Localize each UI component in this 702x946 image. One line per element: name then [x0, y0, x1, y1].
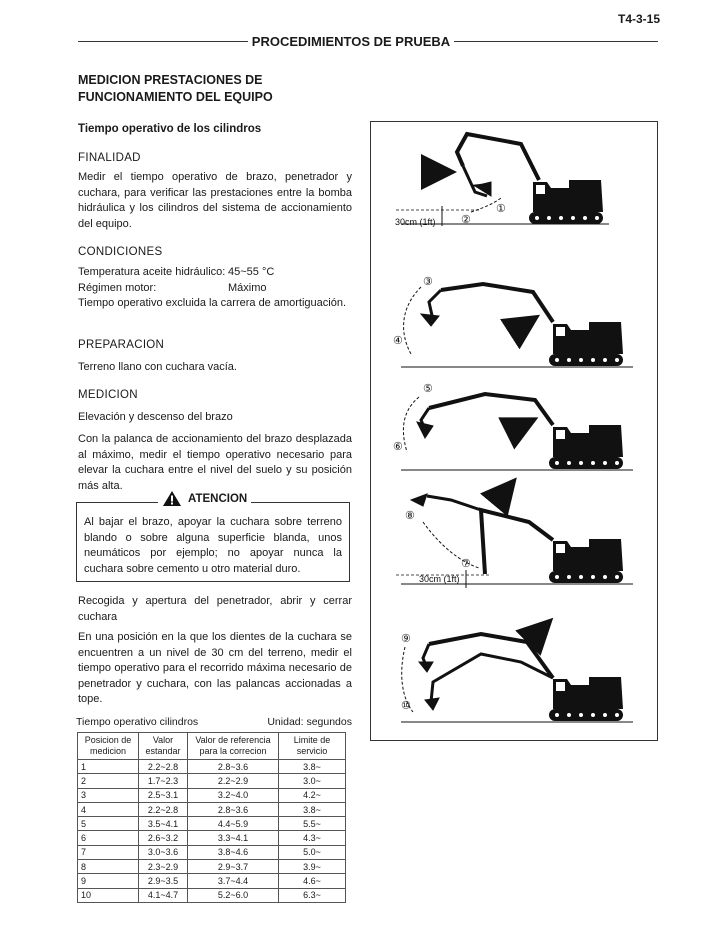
marker-2: ② [461, 214, 471, 226]
condition-label: Temperatura aceite hidráulico: [78, 266, 226, 278]
medicion-step2-text: En una posición en la que los dientes de la cuchara se encuentren a un nivel de 30 cm del terreno, medir el tiempo operativo para el recorrido máxima necesario de penetrador y cuchara, con las palancas accionadas a tope. [78, 631, 352, 705]
cell-standard: 2.3~2.9 [139, 860, 188, 874]
condition-label: Régimen motor: [78, 281, 157, 294]
cell-reference: 5.2~6.0 [188, 888, 279, 902]
table-row [78, 817, 346, 831]
cell-reference: 3.2~4.0 [188, 788, 279, 802]
cell-limit: 5.0~ [279, 845, 346, 859]
page-code: T4-3-15 [618, 12, 661, 26]
preparacion-heading: PREPARACION [78, 339, 165, 351]
excavator-view-3 [393, 383, 633, 470]
excavator-view-1 [395, 134, 609, 227]
cell-reference: 3.8~4.6 [188, 845, 279, 859]
table-row [78, 845, 346, 859]
table-header-row [78, 733, 346, 760]
cell-standard: 3.0~3.6 [139, 845, 188, 859]
excavator-view-2 [393, 276, 633, 367]
medicion-step1-text: Con la palanca de accionamiento del brazo desplazada al máximo, medir el tiempo operativo necesario para elevar la cuchara entre el nivel del suelo y su posición más alta. [78, 433, 352, 492]
table-row [78, 831, 346, 845]
cell-reference: 3.3~4.1 [188, 831, 279, 845]
cell-position: 8 [78, 860, 139, 874]
finalidad-text: Medir el tiempo operativo de brazo, penetrador y cuchara, para verificar las prestaciones entre la bomba hidráulica y los cilindros del sistema de accionamiento del equipo. [78, 171, 352, 230]
warning-title: ATENCION [188, 492, 248, 505]
marker-3: ③ [423, 276, 433, 288]
marker-1: ① [496, 203, 506, 215]
cell-limit: 3.0~ [279, 774, 346, 788]
section-subtitle: Tiempo operativo de los cilindros [78, 123, 262, 135]
warning-text: Al bajar el brazo, apoyar la cuchara sobre terreno blando o sobre alguna superficie blanda, unos neumáticos por ejemplo; no apoyar nunca la cuchara sobre cemento u otro material duro. [84, 516, 342, 575]
col-header-position: Posicion de medicion [78, 733, 139, 760]
cell-position: 10 [78, 888, 139, 902]
excavator-view-5 [401, 622, 633, 722]
col-header-reference: Valor de referencia para la correcion [188, 733, 279, 760]
cell-standard: 2.5~3.1 [139, 788, 188, 802]
warning-triangle-icon [162, 490, 182, 507]
condition-value: Máximo [228, 281, 267, 294]
marker-7: ⑦ [461, 558, 471, 570]
main-title: MEDICION PRESTACIONES DE FUNCIONAMIENTO DEL EQUIPO [78, 73, 273, 104]
cell-limit: 5.5~ [279, 817, 346, 831]
cell-standard: 2.6~3.2 [139, 831, 188, 845]
cell-standard: 2.2~2.8 [139, 760, 188, 774]
cell-position: 5 [78, 817, 139, 831]
table-unit: Unidad: segundos [267, 716, 352, 728]
cell-limit: 4.2~ [279, 788, 346, 802]
marker-10: ⑩ [401, 700, 411, 712]
cell-limit: 6.3~ [279, 888, 346, 902]
condition-row [78, 265, 352, 281]
cell-position: 1 [78, 760, 139, 774]
marker-6: ⑥ [393, 441, 403, 453]
cell-position: 3 [78, 788, 139, 802]
cell-standard: 3.5~4.1 [139, 817, 188, 831]
preparacion-text: Terreno llano con cuchara vacía. [78, 361, 237, 373]
marker-5: ⑤ [423, 383, 433, 395]
col-header-standard: Valor estandar [139, 733, 188, 760]
cell-limit: 4.6~ [279, 874, 346, 888]
table-caption-row [76, 716, 352, 728]
cell-reference: 2.8~3.6 [188, 760, 279, 774]
cell-position: 2 [78, 774, 139, 788]
medicion-step1-title: Elevación y descenso del brazo [78, 411, 233, 423]
condition-row [78, 281, 352, 297]
condiciones-block [78, 265, 352, 312]
cell-position: 4 [78, 802, 139, 816]
height-label-bottom: 30cm (1ft) [419, 574, 460, 584]
condition-value: 45~55 °C [228, 266, 275, 278]
cell-standard: 2.9~3.5 [139, 874, 188, 888]
condiciones-heading: CONDICIONES [78, 246, 163, 258]
marker-4: ④ [393, 335, 403, 347]
finalidad-heading: FINALIDAD [78, 152, 141, 164]
cell-limit: 3.9~ [279, 860, 346, 874]
medicion-heading: MEDICION [78, 389, 138, 401]
condition-note: Tiempo operativo excluida la carrera de amortiguación. [78, 297, 347, 309]
cell-limit: 3.8~ [279, 802, 346, 816]
medicion-step2-title: Recogida y apertura del penetrador, abrir y cerrar cuchara [78, 595, 352, 623]
excavator-view-4 [396, 482, 633, 588]
marker-9: ⑨ [401, 633, 411, 645]
cell-reference: 2.2~2.9 [188, 774, 279, 788]
cell-reference: 2.9~3.7 [188, 860, 279, 874]
table-row [78, 774, 346, 788]
cell-standard: 1.7~2.3 [139, 774, 188, 788]
excavator-figure-panel [370, 121, 658, 741]
table-row [78, 788, 346, 802]
cell-position: 7 [78, 845, 139, 859]
height-label-top: 30cm (1ft) [395, 217, 436, 227]
col-header-limit: Limite de servicio [279, 733, 346, 760]
cell-standard: 4.1~4.7 [139, 888, 188, 902]
cell-position: 9 [78, 874, 139, 888]
cell-standard: 2.2~2.8 [139, 802, 188, 816]
table-row [78, 888, 346, 902]
table-row [78, 860, 346, 874]
header-title: PROCEDIMIENTOS DE PRUEBA [0, 34, 702, 49]
cell-reference: 2.8~3.6 [188, 802, 279, 816]
table-row [78, 760, 346, 774]
table-row [78, 874, 346, 888]
excavator-illustrations [371, 122, 656, 739]
table-caption: Tiempo operativo cilindros [76, 716, 199, 728]
marker-8: ⑧ [405, 510, 415, 522]
warning-header [158, 490, 251, 507]
cell-limit: 4.3~ [279, 831, 346, 845]
cylinder-time-table [77, 732, 346, 903]
cell-reference: 3.7~4.4 [188, 874, 279, 888]
cell-limit: 3.8~ [279, 760, 346, 774]
cell-position: 6 [78, 831, 139, 845]
cell-reference: 4.4~5.9 [188, 817, 279, 831]
table-row [78, 802, 346, 816]
